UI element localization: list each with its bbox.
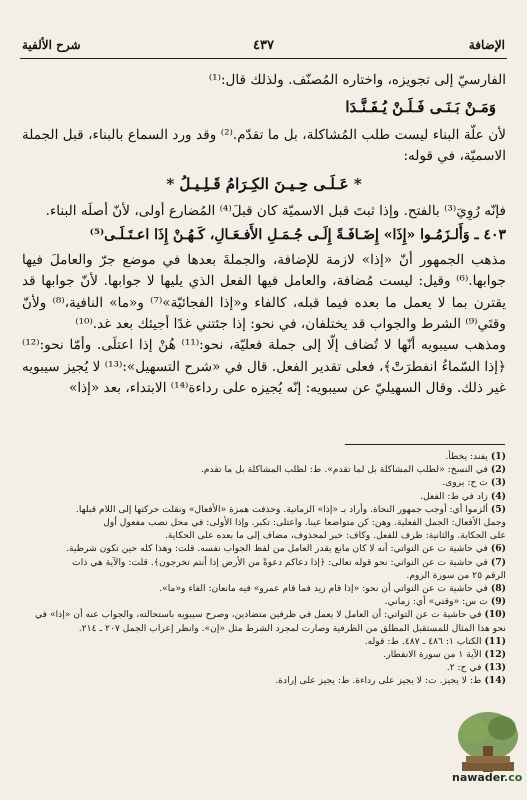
paragraph-4: مذهب الجمهور أنّ «إذا» لازمة للإضافة، والجملةَ بعدها في موضع جرّ والعاملَ فيها جوابها.⁽⁶⁾ وقيل: ليست مُضافة، والعامل فيها الفعل الذي يليها لا جوابها. لأنّ جوابها قد يقترن بما لا يعمل ما بعده فيما قبله، كالفاء و«إذا الفجائيّة»⁽⁷⁾ و«ما» النافية،⁽⁸⁾ ولأنّ وقتَي⁽⁹⁾ الشرط والجواب قد يختلفان، في نحو: إذا جئتني غدًا أجيئك بعد غد.⁽¹⁰⁾ (22, 251, 506, 333)
page-number: ٤٣٧ (253, 38, 274, 53)
footnotes (22, 450, 506, 688)
footnote: (9) ت س: «وقتي» أي: زماني. (384, 596, 506, 608)
footnote: (1) يفند: يخطأ. (445, 451, 506, 462)
footnote: (8) في حاشية ت عن التواتي أن نحو: «إذا قام زيد فما قام عمرو» فيه مانعان: الفاء و«ما». (159, 583, 506, 595)
footnote: (5) ألزموا أي: أوجب جمهور النحاة. وأراد بـ «إذا» الزمانية. وحذفت همزة «الأفعال» ونقلت حركتها إلى اللام قبلها. (75, 503, 506, 515)
footnote: (11) الكتاب ١: ٤٨٦ ـ ٤٨٧. ط: قوله. (364, 635, 506, 647)
footnote-separator (345, 444, 505, 445)
running-header (22, 38, 505, 56)
verse-line-2: * عَـلَـى حِـيـنَ الكِـرَامُ قَـلِـيـلُ * (166, 174, 362, 193)
footnote: (4) زاد في ط: الفعل. (420, 490, 506, 502)
chapter-title: الإضافة (468, 38, 505, 52)
paragraph-2: لأن علّة البناء ليست طلب المُشاكلة، بل ما تقدّم.⁽²⁾ وقد ورد السماع بالبناء، قبل الجملة الاسميّة، في قوله: (22, 126, 506, 165)
paragraph-5: ومذهب سيبويه أنّها لا تُضاف إلّا إلى جملة فعليّة، نحو:⁽¹¹⁾ هُنْ إذا اعتلَى. وأمّا نحو:⁽¹²⁾ ﴿إذا السّماءُ انفطرَتْ﴾، فعلى تقدير الفعل. قال في «شرح التسهيل»:⁽¹³⁾ لا يُجيز سيبويه غير ذلك. وقال السهيليّ عن سيبويه: إنّه يُجيزه على رداءة⁽¹⁴⁾ الابتداء، بعد «إذا» (22, 337, 506, 397)
footnote-continuation: على الحكاية. والثانية: ظرف للفعل. وكاف: خبر لمحذوف، مضاف إلى ما بعده على الحكاية. (165, 530, 506, 542)
verse-line-1: وَمَـنْ بَـنَـى فَـلَـنْ يُـفَـنَّـدَا (345, 98, 496, 117)
watermark-text: nawader.co (452, 771, 523, 784)
footnote: (7) في حاشية ت عن التواتي: نحو قوله تعالى: ﴿إذا دعاكم دعوةً من الأرض إذا أنتم تخرجون﴾. قلت: والآية هي ذات (72, 556, 506, 568)
footnote-continuation: وجمل الأفعال: الجمل الفعلية. وهن: كن متواضعا عينا. واعتلى: تكبر. وإذا الأولى: في محل نصب مفعول أول (103, 517, 506, 529)
main-text (22, 70, 506, 400)
footnote: (12) الآية ١ من سورة الانفطار. (383, 649, 506, 661)
footnote: (3) ت ح: يروى. (442, 477, 506, 489)
paragraph-1: الفارسيّ إلى تجويزه، واختاره المُصنّف. ولذلك قال:⁽¹⁾ (208, 72, 506, 88)
footnote: (13) في ح: ٢. (446, 662, 506, 674)
footnote: (2) في النسخ: «لطلب المشاكلة بل لما تقدم». ط: لطلب المشاكلة بل ما تقدم. (200, 464, 506, 476)
footnote: (14) ط: لا يجيز. ت: لا يجيز على رداءة. ط: يجيز على إرادة. (275, 675, 506, 687)
footnote: (6) في حاشية ت عن التواتي: أنه لا كان مانع يقدر العامل من لفظ الجواب نفسه. قلت: وهذا كله حين تكون شرطية. (66, 543, 506, 555)
footnote-continuation: نحو هذا المثال للمستقبل المطلق من الظرفية وصارت لمجرد الشرط مثل «إن». وانظر إعراب الجمل ٢٠٧ ـ ٢١٤. (78, 622, 506, 634)
footnote-continuation: الرقم ٢٥ من سورة الروم. (406, 569, 506, 581)
footnote: (10) في حاشية ت عن التواتي: أن العامل لا يعمل في ظرفين متضادين، وصرح سيبويه باستحالته، والجواب عنه أن «إذا» في (35, 609, 506, 621)
header-rule (20, 58, 507, 59)
book-title: شرح الألفية (22, 38, 81, 52)
paragraph-3: فإنّه رُوِيَ⁽³⁾ بالفتح. وإذا ثبتَ قبل الاسميّة كان قبلَ⁽⁴⁾ المُضارع أولى، لأنّ أصلَه البناء. (45, 203, 506, 220)
verse-line-3: ٤٠٣ ـ وَأَلـزَمُـوا «إِذَا» إِضَـافَـةً إِلَـى جُـمَـلِ الأَفـعَـالِ، كَـهُـنْ إِذَا اعـتَـلَـى⁽⁵⁾ (89, 227, 506, 244)
